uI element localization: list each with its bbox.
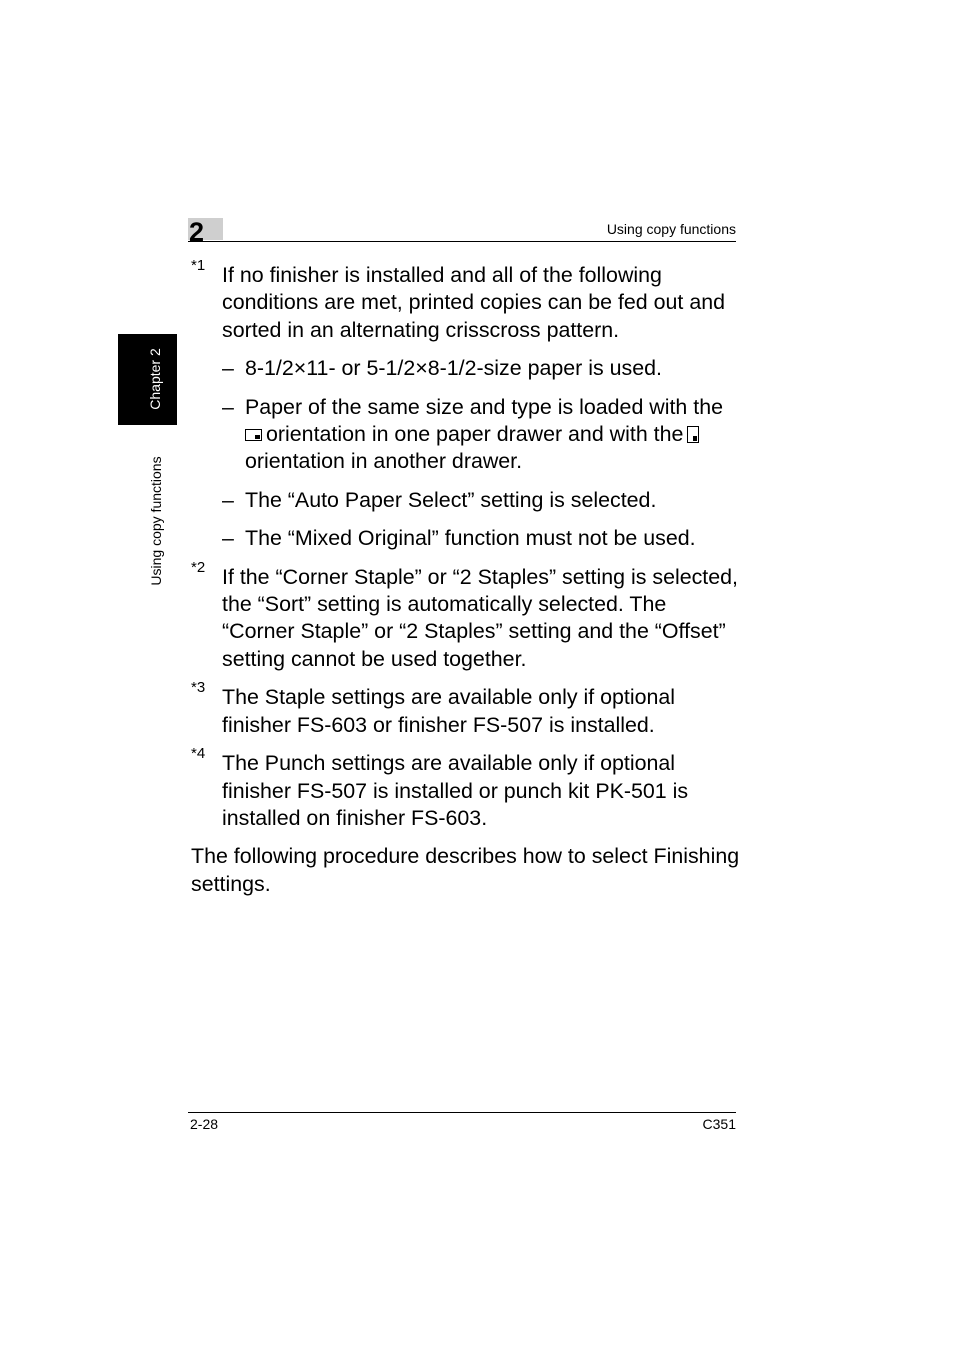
- running-header-title: Using copy functions: [606, 221, 736, 237]
- section-side-label: Using copy functions: [148, 456, 164, 586]
- list-item: [222, 487, 741, 514]
- chapter-number: 2: [189, 217, 205, 247]
- model-name: C351: [702, 1116, 736, 1132]
- list-item-text: 8-1/2×11- or 5-1/2×8-1/2-size paper is used.: [245, 356, 662, 381]
- dash-bullet: –: [222, 487, 234, 512]
- footnote-1: [191, 257, 741, 344]
- footnote-text: The Punch settings are available only if optional finisher FS-507 is installed or punch kit PK-501 is installed on finisher FS-603.: [222, 751, 689, 830]
- dash-bullet: –: [222, 356, 234, 381]
- procedure-intro-text: The following procedure describes how to select Finishing settings.: [191, 844, 740, 896]
- dash-bullet: –: [222, 526, 234, 551]
- footnote-text: If no finisher is installed and all of the following conditions are met, printed copies can be fed out and sorted in an alternating crisscross pattern.: [222, 263, 726, 342]
- list-item: [222, 355, 741, 382]
- chapter-side-tab-label: Chapter 2: [147, 348, 163, 410]
- landscape-orientation-icon: [245, 429, 262, 441]
- list-item: [222, 525, 741, 552]
- list-item: [222, 394, 741, 476]
- portrait-orientation-icon: [687, 426, 699, 443]
- footnote-mark: *1: [191, 257, 206, 274]
- header-rule: [188, 241, 736, 242]
- condition-list: [222, 355, 741, 552]
- footer-rule: [188, 1112, 736, 1113]
- footnote-mark: *3: [191, 679, 206, 697]
- footnote-4: [191, 745, 741, 832]
- page-body: [191, 257, 741, 920]
- footnote-text: If the “Corner Staple” or “2 Staples” setting is selected, the “Sort” setting is automatically selected. The “Corner Staple” or “2 Staples” setting and the “Offset” setting cannot be used together.: [222, 564, 738, 671]
- footnote-mark: *4: [191, 745, 206, 763]
- list-item-text: The “Auto Paper Select” setting is selected.: [245, 487, 657, 512]
- dash-bullet: –: [222, 394, 234, 419]
- list-item-text: orientation in another drawer.: [245, 449, 523, 474]
- list-item-text: Paper of the same size and type is loaded with the: [245, 394, 724, 419]
- footnote-2: [191, 558, 741, 674]
- footnote-3: [191, 679, 741, 739]
- footnote-mark: *2: [191, 558, 206, 576]
- footnote-text: The Staple settings are available only if optional finisher FS-603 or finisher FS-507 is installed.: [222, 685, 676, 737]
- list-item-text: The “Mixed Original” function must not be used.: [245, 526, 696, 551]
- list-item-text: orientation in one paper drawer and with the: [266, 422, 684, 447]
- page-number: 2-28: [190, 1116, 219, 1132]
